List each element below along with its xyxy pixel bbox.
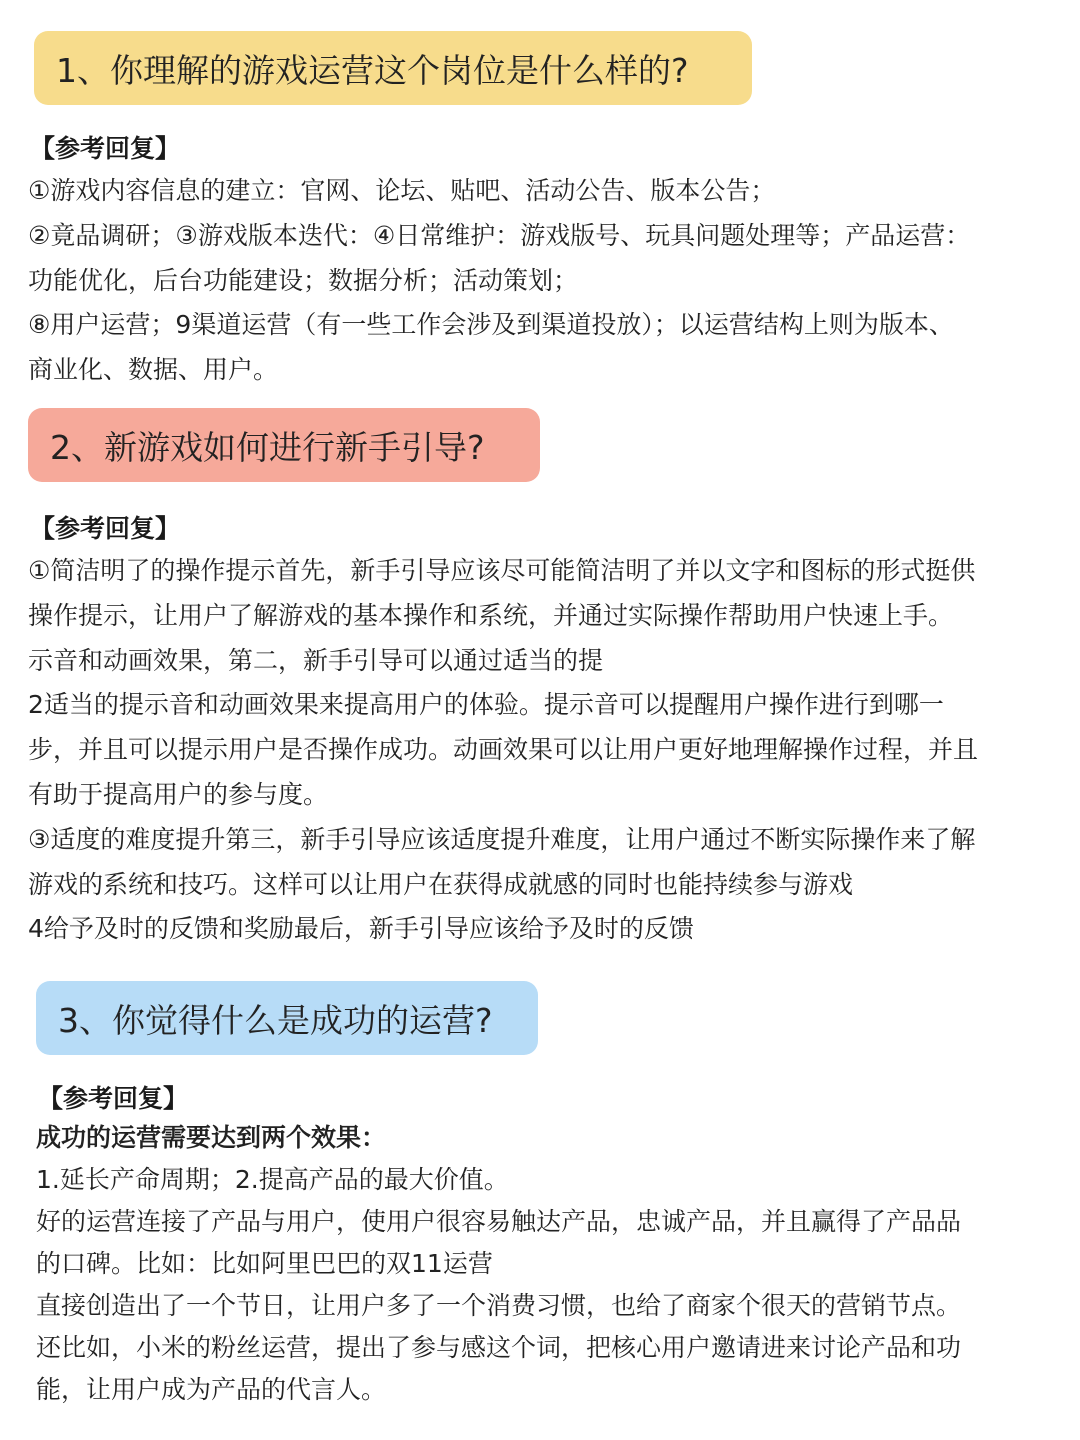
answer-2-line: 示音和动画效果，第二，新手引导可以通过适当的提 (28, 645, 604, 675)
answer-3-line: 能，让用户成为产品的代言人。 (36, 1375, 387, 1404)
question-3-title: 3、你觉得什么是成功的运营? (58, 1000, 493, 1040)
answer-1-line: 功能优化，后台功能建设；数据分析；活动策划； (28, 265, 579, 295)
answer-1-body (28, 169, 970, 393)
answer-2-line: 游戏的系统和技巧。这样可以让用户在获得成就感的同时也能持续参与游戏 (28, 869, 854, 899)
question-2-title: 2、新游戏如何进行新手引导? (50, 427, 485, 467)
answer-3-label: 【参考回复】 (38, 1084, 189, 1113)
answer-1-line: ⑧用户运营；9渠道运营（有一些工作会涉及到渠道投放）；以运营结构上则为版本、 (28, 310, 954, 340)
answer-2-body (28, 549, 978, 952)
answer-2-line: 有助于提高用户的参与度。 (28, 779, 329, 809)
answer-2-line: ①简洁明了的操作提示首先，新手引导应该尽可能简洁明了并以文字和图标的形式挺供 (28, 556, 976, 585)
answer-2-line: 2适当的提示音和动画效果来提高用户的体验。提示音可以提醒用户操作进行到哪一 (28, 690, 944, 720)
question-1-title: 1、你理解的游戏运营这个岗位是什么样的? (56, 50, 689, 90)
answer-3-body (36, 1117, 961, 1411)
answer-3-line: 的口碑。比如：比如阿里巴巴的双11运营 (36, 1249, 493, 1278)
answer-1-line: ①游戏内容信息的建立：官网、论坛、贴吧、活动公告、版本公告； (28, 176, 776, 205)
answer-2-line: 步，并且可以提示用户是否操作成功。动画效果可以让用户更好地理解操作过程，并且 (28, 735, 979, 765)
answer-3-line: 1.延长产命周期；2.提高产品的最大价值。 (36, 1165, 509, 1194)
question-3-banner (36, 981, 538, 1055)
answer-1-label: 【参考回复】 (30, 134, 181, 163)
question-1-banner (34, 31, 752, 105)
answer-3-line: 直接创造出了一个节日，让用户多了一个消费习惯，也给了商家个很天的营销节点。 (36, 1291, 962, 1320)
answer-1-line: 商业化、数据、用户。 (28, 355, 279, 385)
question-2-banner (28, 408, 540, 482)
answer-1-line: ②竟品调研；③游戏版本迭代：④日常维护：游戏版号、玩具问题处理等；产品运营： (28, 220, 971, 250)
answer-3-line: 还比如，小米的粉丝运营，提出了参与感这个词，把核心用户邀请进来讨论产品和功 (36, 1333, 962, 1362)
answer-2-label: 【参考回复】 (30, 514, 181, 543)
answer-2-line: 4给予及时的反馈和奖励最后，新手引导应该给予及时的反馈 (28, 914, 694, 944)
answer-2-line: ③适度的难度提升第三，新手引导应该适度提升难度，让用户通过不断实际操作来了解 (28, 824, 976, 854)
answer-3-subheading: 成功的运营需要达到两个效果： (36, 1123, 387, 1152)
answer-3-line: 好的运营连接了产品与用户，使用户很容易触达产品，忠诚产品，并且赢得了产品品 (36, 1207, 962, 1236)
answer-2-line: 操作提示，让用户了解游戏的基本操作和系统，并通过实际操作帮助用户快速上手。 (28, 600, 954, 630)
